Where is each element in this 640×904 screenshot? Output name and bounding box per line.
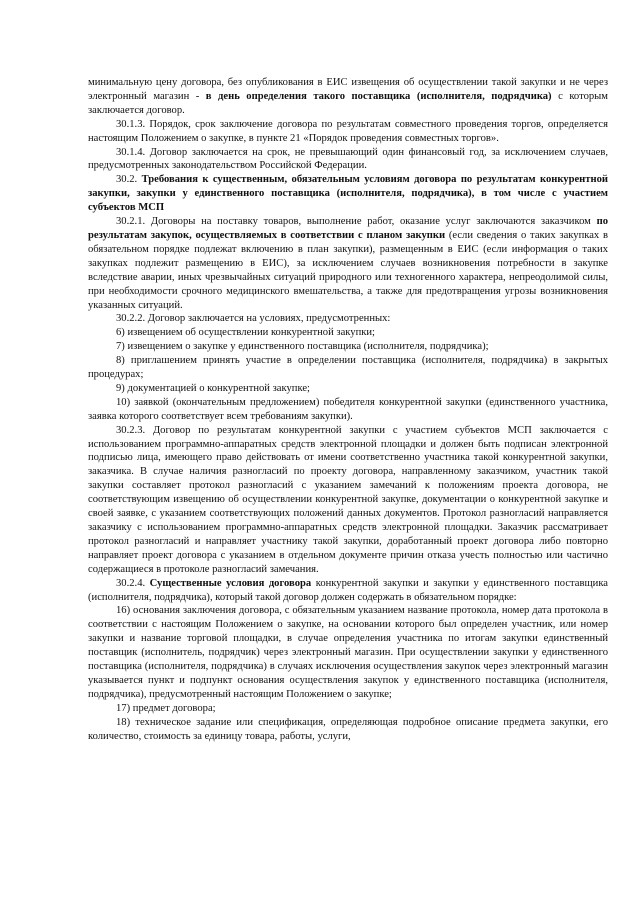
list-item-18: 18) техническое задание или спецификация, определяющая подробное описание предмета закупки, его количество, стоимость за единицу товара, работы, услуги, bbox=[88, 716, 608, 742]
text: с которым заключается договор. bbox=[88, 90, 608, 116]
paragraph-30-2-3: 30.2.3. Договор по результатам конкурентной закупки с участием субъектов МСП заключается с использованием программно-аппаратных средств электронной площадки и должен быть подписан электронной подписью лица, имеющего право действовать от имени соответственно участника такой конкурентной закупки, заказчика. В случае наличия разногласий по проекту договора, направленному заказчиком, участник такой закупки составляет протокол разногласий с указанием замечаний к положениям проекта договора, не соответствующим извещению об осуществлении конкурентной закупке, документации о конкурентной закупке и своей заявке, с указанием соответствующих положений данных документов. Протокол разногласий направляется заказчику с использованием программно-аппаратных средств электронной площадки. Заказчик рассматривает протокол разногласий и направляет участнику такой закупки, доработанный проект договора либо повторно направляет проект договора с указанием в отдельном документе причин отказа учесть полностью или частично содержащиеся в протоколе разногласий замечания. bbox=[88, 424, 608, 575]
list-item-6: 6) извещением об осуществлении конкурентной закупки; bbox=[116, 327, 375, 339]
text: минимальную цену договора, без опубликования в ЕИС извещения об осуществлении такой закупки и не через электронный магазин - bbox=[88, 77, 608, 102]
text: 30.2.1. Договоры на поставку товаров, выполнение работ, оказание услуг заключаются заказчиком bbox=[116, 216, 597, 228]
section-heading-30-2 bbox=[88, 173, 608, 215]
section-number: 30.2. bbox=[116, 174, 142, 186]
bold-text: в день определения такого поставщика (исполнителя, подрядчика) bbox=[205, 90, 552, 102]
bold-text: Существенные условия договора bbox=[149, 577, 312, 589]
text: конкурентной закупки и закупки у единственного поставщика (исполнителя, подрядчика), который такой договор должен содержать в обязательном порядке: bbox=[88, 577, 609, 603]
bold-text: по результатам закупок, осуществляемых в соответствии с планом закупки bbox=[88, 216, 608, 241]
text: (если сведения о таких закупках в обязательном порядке подлежат включению в план закупки), размещенным в ЕИС (если информация о таких закупках подлежит размещению в ЕИС), за исключением случаев возникновения потребности в закупке вследствие аварии, иных чрезвычайных ситуаций природного или техногенного характера, непреодолимой силы, при необходимости срочного медицинского вмешательства, а также для предотвращения угрозы возникновения указанных ситуаций. bbox=[88, 229, 608, 311]
list-item-8: 8) приглашением принять участие в определении поставщика (исполнителя, подрядчика) в закрытых процедурах; bbox=[88, 355, 608, 381]
text: 30.2.4. bbox=[116, 577, 150, 589]
paragraph-30-2-4 bbox=[88, 577, 608, 605]
paragraph-30-2-1 bbox=[88, 215, 608, 312]
list-item-16: 16) основания заключения договора, с обязательным указанием название протокола, номер дата протокола в соответствии с настоящим Положением о закупке, на основании которого был определен участник, или номер закупки и название торговой площадки, в случае определения участника по итогам закупки единственный поставщик (исполнитель, подрядчик) через электронный магазин. При осуществлении закупки у единственного поставщика (исполнителя, подрядчика) в случаях исключения осуществления закупок через электронный магазин указывается пункт и подпункт основания осуществления закупок у единственного поставщика (исполнителя, подрядчика), предусмотренный настоящим Положением о закупке; bbox=[88, 605, 608, 700]
list-item-9: 9) документацией о конкурентной закупке; bbox=[116, 382, 310, 394]
paragraph-30-1-3: 30.1.3. Порядок, срок заключение договора по результатам совместного проведения торгов, определяется настоящим Положением о закупке, в пункте 21 «Порядок проведения совместных торгов». bbox=[88, 118, 608, 144]
list-item-17: 17) предмет договора; bbox=[116, 702, 216, 714]
paragraph-30-1-4: 30.1.4. Договор заключается на срок, не превышающий один финансовый год, за исключением случаев, предусмотренных законодательством Российской Федерации. bbox=[88, 146, 608, 172]
list-item-7: 7) извещением о закупке у единственного поставщика (исполнителя, подрядчика); bbox=[116, 341, 489, 353]
paragraph-30-2-2: 30.2.2. Договор заключается на условиях, предусмотренных: bbox=[116, 313, 391, 325]
paragraph-continuation bbox=[88, 76, 608, 118]
section-title: Требования к существенным, обязательным условиям договора по результатам конкурентной закупки, закупки у единственного поставщика (исполнителя, подрядчика), в том числе с участием субъектов МСП bbox=[88, 174, 608, 214]
list-item-10: 10) заявкой (окончательным предложением) победителя конкурентной закупки (единственного участника, заявка которого соответствует всем требованиям закупки). bbox=[88, 396, 608, 422]
